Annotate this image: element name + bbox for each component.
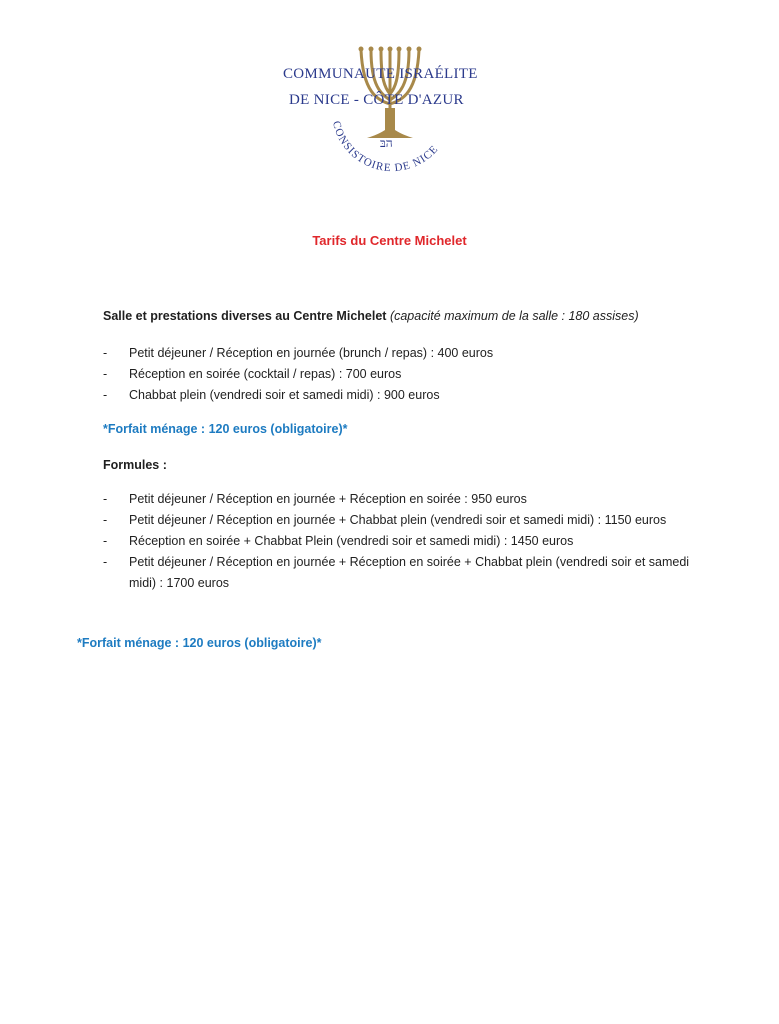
section-heading-bold: Salle et prestations diverses au Centre Michelet	[103, 309, 387, 323]
org-name-line-2: DE NICE - CÔTE D'AZUR	[289, 92, 464, 108]
formules-list	[103, 489, 704, 594]
svg-text:CONSISTOIRE DE NICE	[330, 120, 441, 174]
section-heading	[103, 309, 639, 323]
formules-heading: Formules :	[103, 458, 167, 472]
prestations-list	[103, 343, 704, 406]
hebrew-mark: בּ‎ה	[380, 136, 393, 150]
forfait-menage-note: *Forfait ménage : 120 euros (obligatoire)*	[103, 422, 348, 436]
list-item: - Chabbat plein (vendredi soir et samedi midi) : 900 euros	[103, 388, 440, 402]
consistoire-arc-text	[275, 42, 510, 202]
section-heading-italic: (capacité maximum de la salle : 180 assises)	[389, 309, 639, 323]
list-item: - Petit déjeuner / Réception en journée + Réception en soirée + Chabbat plein (vendredi soir et samedi midi) : 1700 euros	[103, 555, 690, 590]
org-name-line-1: COMMUNAUTE ISRAÉLITE	[283, 66, 478, 82]
list-item: - Petit déjeuner / Réception en journée + Réception en soirée : 950 euros	[103, 492, 527, 506]
list-item: - Petit déjeuner / Réception en journée (brunch / repas) : 400 euros	[103, 346, 494, 360]
consistoire-logo	[275, 42, 510, 202]
page-title: Tarifs du Centre Michelet	[312, 233, 467, 248]
forfait-menage-note-formules: *Forfait ménage : 120 euros (obligatoire)*	[77, 636, 322, 650]
list-item: - Réception en soirée + Chabbat Plein (vendredi soir et samedi midi) : 1450 euros	[103, 534, 574, 548]
arc-label: CONSISTOIRE DE NICE	[329, 119, 441, 175]
list-item: - Réception en soirée (cocktail / repas) : 700 euros	[103, 367, 402, 381]
list-item: - Petit déjeuner / Réception en journée + Chabbat plein (vendredi soir et samedi midi) : 1150 euros	[103, 513, 667, 527]
